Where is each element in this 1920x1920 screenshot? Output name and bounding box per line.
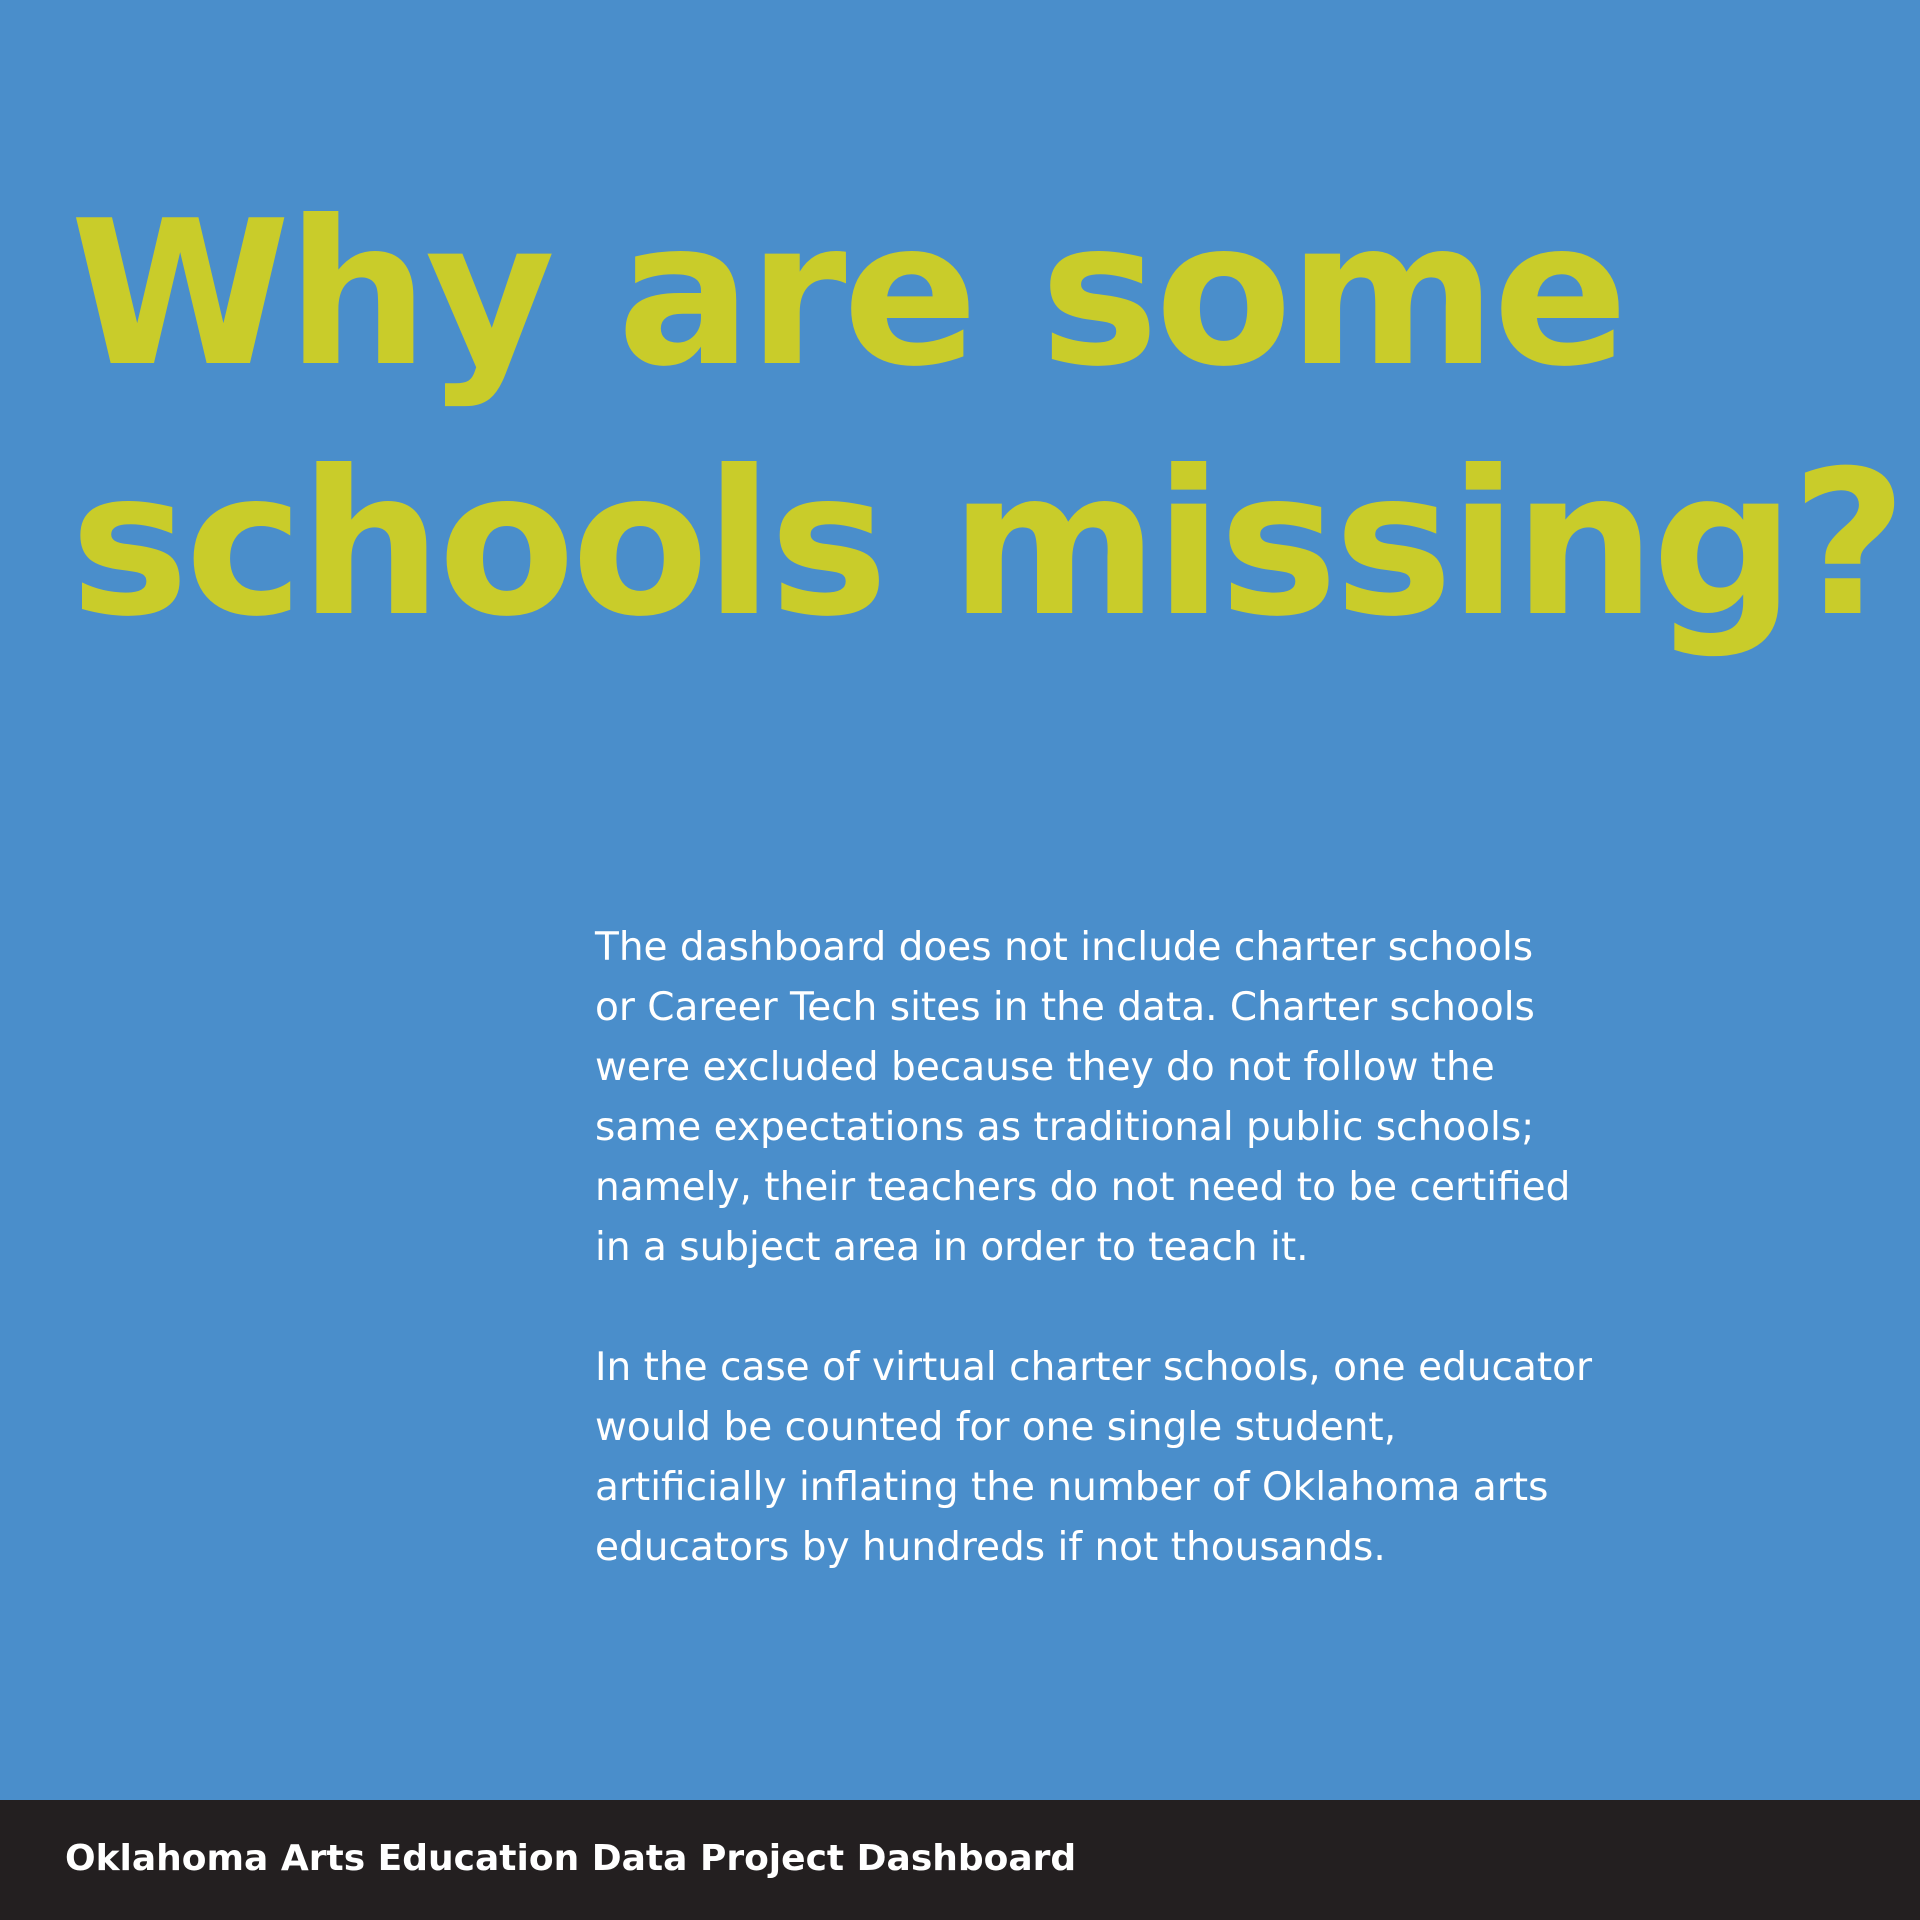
headline-line-1: Why are some <box>70 178 1625 411</box>
headline <box>70 170 1904 670</box>
paragraph-line: educators by hundreds if not thousands. <box>595 1525 1386 1570</box>
footer-bar <box>0 1800 1920 1920</box>
paragraph-line: namely, their teachers do not need to be certified <box>595 1165 1571 1210</box>
paragraph-virtual-charter <box>595 1338 1815 1578</box>
paragraph-line: or Career Tech sites in the data. Charter schools <box>595 985 1535 1030</box>
paragraph-line: were excluded because they do not follow the <box>595 1045 1495 1090</box>
paragraph-line: in a subject area in order to teach it. <box>595 1225 1309 1270</box>
paragraph-line: The dashboard does not include charter schools <box>595 925 1534 970</box>
paragraph-line: would be counted for one single student, <box>595 1405 1397 1450</box>
paragraph-line: same expectations as traditional public schools; <box>595 1105 1535 1150</box>
footer-title: Oklahoma Arts Education Data Project Dashboard <box>65 1838 1077 1879</box>
paragraph-line: artificially inflating the number of Oklahoma arts <box>595 1465 1549 1510</box>
headline-line-2: schools missing? <box>70 428 1904 661</box>
body-copy <box>595 918 1815 1578</box>
paragraph-charter-exclusion <box>595 918 1815 1278</box>
paragraph-line: In the case of virtual charter schools, one educator <box>595 1345 1593 1390</box>
